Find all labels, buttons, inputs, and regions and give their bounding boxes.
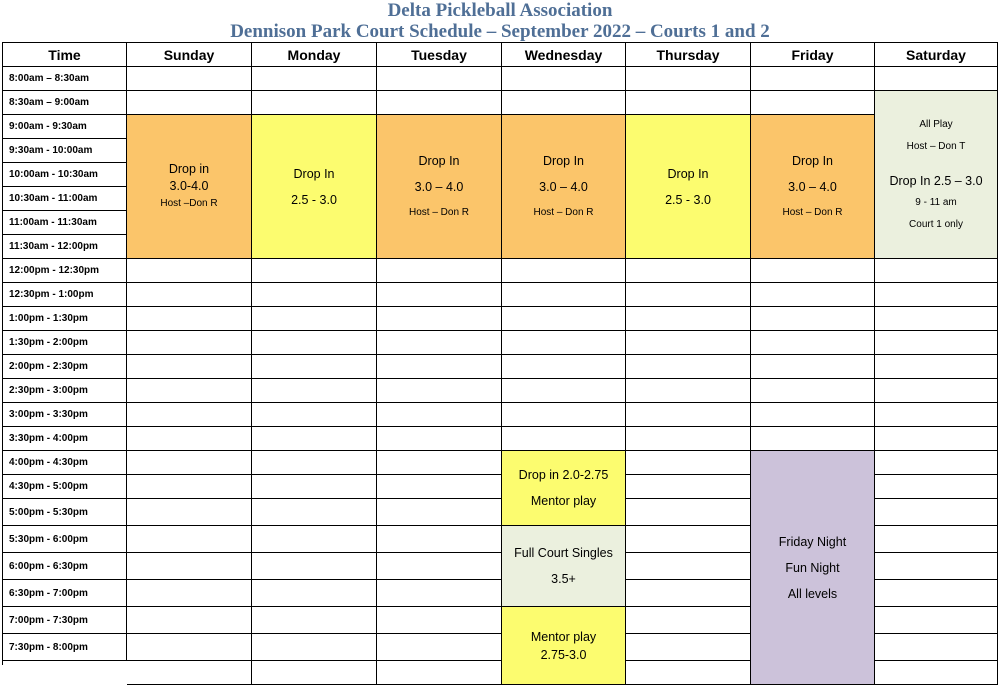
empty-slot	[252, 607, 377, 634]
empty-slot	[626, 499, 751, 526]
block-title: Drop In	[792, 153, 833, 168]
time-label: 12:30pm - 1:00pm	[3, 283, 127, 307]
empty-slot	[377, 283, 502, 307]
empty-slot	[626, 661, 751, 685]
empty-slot	[875, 634, 998, 661]
empty-slot	[127, 307, 252, 331]
header-monday: Monday	[252, 43, 377, 67]
empty-slot	[127, 526, 252, 553]
empty-slot	[875, 475, 998, 499]
wednesday-drop-in-block	[502, 115, 626, 259]
empty-slot	[377, 403, 502, 427]
block-host: Host –Don R	[160, 198, 218, 209]
time-label: 6:30pm - 7:00pm	[3, 580, 127, 607]
empty-slot	[377, 553, 502, 580]
empty-slot	[377, 580, 502, 607]
block-title: Full Court Singles	[514, 546, 613, 560]
header-wednesday: Wednesday	[502, 43, 626, 67]
empty-slot	[127, 661, 252, 685]
empty-slot	[502, 91, 626, 115]
time-label: 12:00pm - 12:30pm	[3, 259, 127, 283]
empty-slot	[377, 634, 502, 661]
empty-slot	[377, 91, 502, 115]
time-label: 1:00pm - 1:30pm	[3, 307, 127, 331]
block-title: Drop In	[667, 166, 709, 181]
empty-slot	[626, 355, 751, 379]
time-label: 4:00pm - 4:30pm	[3, 451, 127, 475]
page-title: Delta Pickleball Association	[387, 0, 613, 21]
block-level: 3.0 – 4.0	[539, 179, 588, 194]
block-hours: 9 - 11 am	[915, 196, 957, 208]
empty-slot	[502, 403, 626, 427]
block-level: 3.0-4.0	[169, 179, 209, 193]
empty-slot	[875, 526, 998, 553]
time-label: 8:00am – 8:30am	[3, 67, 127, 91]
empty-slot	[626, 553, 751, 580]
time-label: 10:00am - 10:30am	[3, 163, 127, 187]
empty-slot	[626, 427, 751, 451]
empty-slot	[127, 499, 252, 526]
block-host: Host – Don R	[408, 206, 470, 218]
block-host: Host – Don T	[906, 140, 966, 152]
friday-night-block	[751, 451, 875, 685]
empty-slot	[751, 379, 875, 403]
empty-slot	[377, 259, 502, 283]
sunday-drop-in-block	[127, 115, 252, 259]
empty-slot	[377, 499, 502, 526]
empty-slot	[252, 67, 377, 91]
block-title: Drop In	[543, 153, 584, 168]
time-label: 1:30pm - 2:00pm	[3, 331, 127, 355]
empty-slot	[502, 427, 626, 451]
empty-slot	[751, 259, 875, 283]
empty-slot	[127, 67, 252, 91]
block-host: Host – Don R	[533, 206, 594, 218]
empty-slot	[875, 661, 998, 685]
time-label: 11:00am - 11:30am	[3, 211, 127, 235]
time-label: 8:30am – 9:00am	[3, 91, 127, 115]
empty-slot	[875, 283, 998, 307]
block-court: Court 1 only	[909, 218, 963, 230]
empty-slot	[252, 661, 377, 685]
block-level: 3.0 – 4.0	[414, 179, 464, 194]
block-level: 3.0 – 4.0	[788, 179, 837, 194]
time-label: 7:00pm - 7:30pm	[3, 607, 127, 634]
header-tuesday: Tuesday	[377, 43, 502, 67]
header-saturday: Saturday	[875, 43, 998, 67]
empty-slot	[875, 499, 998, 526]
empty-slot	[252, 553, 377, 580]
empty-slot	[127, 580, 252, 607]
block-host: Host – Don R	[782, 206, 843, 218]
empty-slot	[127, 91, 252, 115]
schedule-table	[2, 42, 998, 665]
empty-slot	[252, 451, 377, 475]
empty-slot	[875, 307, 998, 331]
empty-slot	[626, 607, 751, 634]
empty-slot	[377, 427, 502, 451]
empty-slot	[127, 403, 252, 427]
time-label: 4:30pm - 5:00pm	[3, 475, 127, 499]
time-label: 7:30pm - 8:00pm	[3, 634, 127, 661]
empty-slot	[127, 634, 252, 661]
block-title: Drop in 2.0-2.75	[518, 468, 609, 482]
tuesday-drop-in-block	[377, 115, 502, 259]
empty-slot	[252, 403, 377, 427]
empty-slot	[751, 355, 875, 379]
time-label: 11:30am - 12:00pm	[3, 235, 127, 259]
empty-slot	[127, 259, 252, 283]
empty-slot	[252, 355, 377, 379]
time-label: 10:30am - 11:00am	[3, 187, 127, 211]
empty-slot	[377, 661, 502, 685]
empty-slot	[502, 67, 626, 91]
block-subtitle: Fun Night	[785, 560, 840, 575]
block-title: Drop in	[168, 162, 210, 176]
empty-slot	[751, 307, 875, 331]
empty-slot	[252, 379, 377, 403]
empty-slot	[626, 475, 751, 499]
empty-slot	[626, 331, 751, 355]
empty-slot	[252, 91, 377, 115]
empty-slot	[127, 379, 252, 403]
empty-slot	[626, 67, 751, 91]
empty-slot	[502, 331, 626, 355]
time-label: 2:00pm - 2:30pm	[3, 355, 127, 379]
empty-slot	[377, 607, 502, 634]
empty-slot	[751, 67, 875, 91]
time-label: 9:00am - 9:30am	[3, 115, 127, 139]
empty-slot	[252, 283, 377, 307]
block-title: All Play	[919, 118, 953, 130]
page-subtitle: Dennison Park Court Schedule – September 2022 – Courts 1 and 2	[230, 21, 770, 42]
empty-slot	[502, 307, 626, 331]
empty-slot	[626, 526, 751, 553]
header-friday: Friday	[751, 43, 875, 67]
empty-slot	[875, 553, 998, 580]
empty-slot	[626, 283, 751, 307]
empty-slot	[127, 427, 252, 451]
empty-slot	[875, 259, 998, 283]
time-label: 3:30pm - 4:00pm	[3, 427, 127, 451]
empty-slot	[127, 553, 252, 580]
block-title: Drop In	[293, 166, 335, 181]
empty-slot	[751, 331, 875, 355]
empty-slot	[252, 259, 377, 283]
empty-slot	[377, 67, 502, 91]
empty-slot	[626, 307, 751, 331]
wednesday-drop-in-evening-block	[502, 451, 626, 526]
empty-slot	[502, 259, 626, 283]
empty-slot	[252, 427, 377, 451]
empty-slot	[377, 379, 502, 403]
friday-drop-in-block	[751, 115, 875, 259]
empty-slot	[502, 355, 626, 379]
empty-slot	[377, 475, 502, 499]
empty-slot	[875, 403, 998, 427]
empty-slot	[875, 451, 998, 475]
empty-slot	[626, 403, 751, 427]
header-thursday: Thursday	[626, 43, 751, 67]
empty-slot	[875, 427, 998, 451]
empty-slot	[751, 427, 875, 451]
empty-slot	[127, 475, 252, 499]
empty-slot	[252, 475, 377, 499]
empty-slot	[127, 355, 252, 379]
empty-slot	[626, 451, 751, 475]
empty-slot	[252, 580, 377, 607]
empty-slot	[875, 67, 998, 91]
empty-slot	[626, 379, 751, 403]
empty-slot	[377, 451, 502, 475]
block-level: All levels	[787, 586, 838, 601]
time-label: 2:30pm - 3:00pm	[3, 379, 127, 403]
empty-slot	[252, 499, 377, 526]
empty-slot	[127, 451, 252, 475]
block-drop-in: Drop In 2.5 – 3.0	[889, 173, 983, 188]
empty-slot	[626, 634, 751, 661]
block-title: Friday Night	[778, 534, 847, 549]
empty-slot	[751, 283, 875, 307]
empty-slot	[751, 91, 875, 115]
empty-slot	[875, 607, 998, 634]
block-level: 2.5 - 3.0	[291, 192, 337, 207]
thursday-drop-in-block	[626, 115, 751, 259]
block-level: 2.5 - 3.0	[665, 192, 711, 207]
time-label: 6:00pm - 6:30pm	[3, 553, 127, 580]
header-sunday: Sunday	[127, 43, 252, 67]
empty-slot	[252, 331, 377, 355]
empty-slot	[377, 355, 502, 379]
empty-slot	[875, 355, 998, 379]
empty-slot	[252, 526, 377, 553]
empty-slot	[377, 307, 502, 331]
wednesday-singles-block	[502, 526, 626, 607]
time-label: 3:00pm - 3:30pm	[3, 403, 127, 427]
empty-slot	[875, 580, 998, 607]
empty-slot	[127, 283, 252, 307]
monday-drop-in-block	[252, 115, 377, 259]
empty-slot	[127, 607, 252, 634]
empty-slot	[377, 526, 502, 553]
wednesday-mentor-block	[502, 607, 626, 685]
block-level: 2.75-3.0	[540, 647, 587, 662]
empty-slot	[127, 331, 252, 355]
header-time: Time	[3, 43, 127, 67]
empty-slot	[751, 403, 875, 427]
empty-slot	[502, 379, 626, 403]
empty-slot	[252, 307, 377, 331]
empty-slot	[377, 331, 502, 355]
block-title: Drop In	[418, 153, 460, 168]
empty-slot	[626, 580, 751, 607]
empty-slot	[502, 283, 626, 307]
block-subtitle: Mentor play	[530, 494, 597, 508]
empty-slot	[626, 91, 751, 115]
block-title: Mentor play	[530, 629, 597, 644]
time-label: 9:30am - 10:00am	[3, 139, 127, 163]
block-level: 3.5+	[551, 572, 576, 586]
empty-slot	[252, 634, 377, 661]
empty-slot	[875, 379, 998, 403]
saturday-all-play-block	[875, 91, 998, 259]
time-label: 5:30pm - 6:00pm	[3, 526, 127, 553]
time-label: 5:00pm - 5:30pm	[3, 499, 127, 526]
empty-slot	[626, 259, 751, 283]
empty-slot	[875, 331, 998, 355]
